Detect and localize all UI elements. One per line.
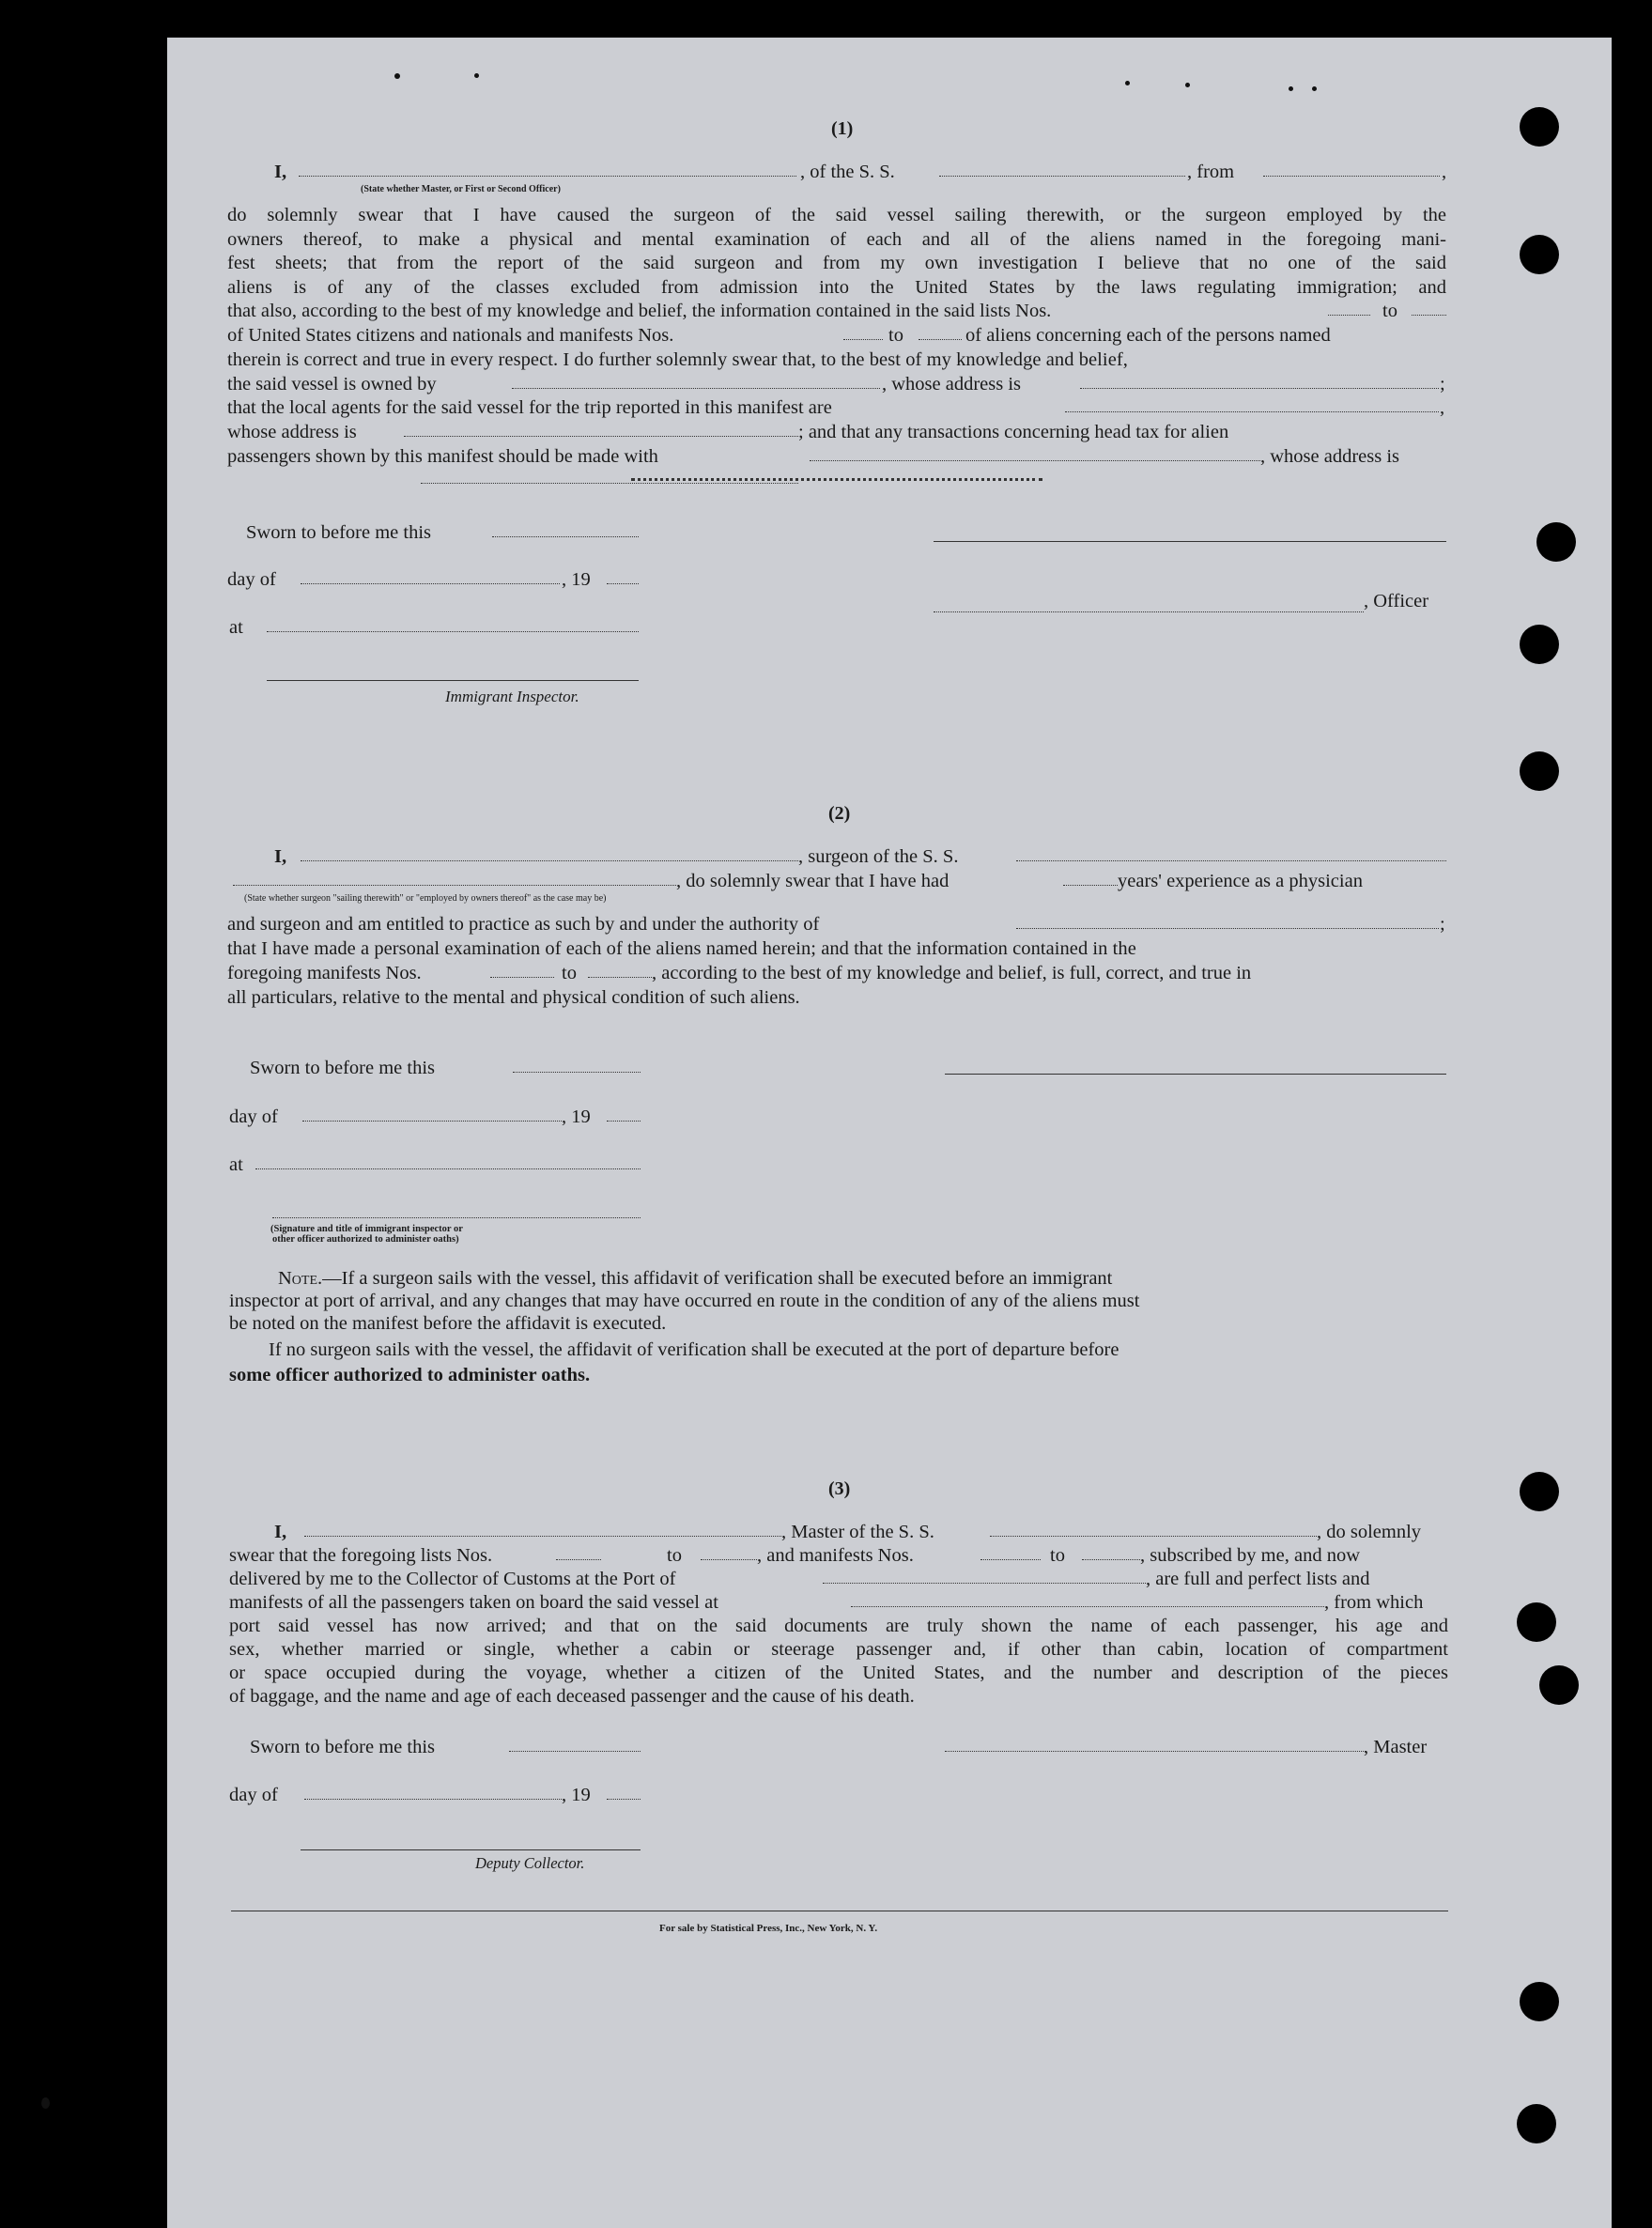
section-1-number: (1) (831, 118, 854, 139)
s2-surgeon-of-ss: , surgeon of the S. S. (798, 846, 959, 867)
ink-speck (1185, 83, 1190, 87)
s3-year-field[interactable] (607, 1799, 641, 1800)
punch-hole (1520, 625, 1559, 664)
s2-day-field[interactable] (302, 1121, 562, 1122)
s1-owner-field[interactable] (512, 388, 880, 389)
s3-i: I, (274, 1522, 287, 1542)
s1-owned-end: ; (1440, 374, 1445, 395)
s2-year: , 19 (562, 1106, 591, 1127)
s2-years-field[interactable] (1063, 885, 1118, 886)
s2-authority-end: ; (1440, 914, 1445, 935)
s3-para-line: sex, whether married or single, whether a cabin or steerage passenger and, if other than cabin, location of compartment (229, 1639, 1448, 1660)
s2-surgeon-signature-line[interactable] (945, 1074, 1446, 1075)
s2-sig-caption-2: other officer authorized to administer oaths) (272, 1234, 459, 1245)
s3-manifests-to-field[interactable] (1082, 1559, 1140, 1560)
s1-owner-address-field[interactable] (1080, 388, 1439, 389)
s1-at-field[interactable] (267, 631, 639, 632)
s2-at: at (229, 1154, 243, 1175)
s1-whose-text: whose address is (227, 422, 357, 442)
s1-citizens-rest: of aliens concerning each of the persons named (965, 325, 1331, 346)
s1-headtax-address-field[interactable] (631, 478, 1042, 481)
s3-lists-from-field[interactable] (556, 1559, 601, 1560)
s2-years-text: years' experience as a physician (1118, 871, 1363, 891)
note-text: —If a surgeon sails with the vessel, this affidavit of verification shall be executed before an immigrant (322, 1268, 1113, 1289)
s3-from-which: , from which (1324, 1592, 1424, 1613)
note-line-1 (278, 1267, 1112, 1291)
s1-manifest-to-field[interactable] (919, 339, 962, 340)
s2-particulars: all particulars, relative to the mental and physical condition of such aliens. (227, 987, 800, 1008)
s1-comma: , (1442, 162, 1447, 182)
s2-at-field[interactable] (255, 1168, 641, 1169)
s1-agents-end: , (1440, 397, 1445, 418)
s2-authority-text: and surgeon and am entitled to practice as such by and under the authority of (227, 914, 820, 935)
s3-port-field[interactable] (823, 1583, 1146, 1584)
ink-speck (474, 73, 479, 78)
s1-year: , 19 (562, 569, 591, 590)
punch-hole (1520, 235, 1559, 274)
s2-year-field[interactable] (607, 1121, 641, 1122)
s1-from-port-field[interactable] (1263, 176, 1440, 177)
s1-at: at (229, 617, 243, 638)
s3-delivered-text: delivered by me to the Collector of Customs at the Port of (229, 1569, 676, 1589)
s1-headtax-text: ; and that any transactions concerning head tax for alien (798, 422, 1229, 442)
s1-owner-address-text: , whose address is (882, 374, 1022, 395)
s2-inspector-signature-field[interactable] (272, 1217, 641, 1218)
s3-master-signature-field[interactable] (945, 1751, 1366, 1752)
note-line-2: inspector at port of arrival, and any changes that may have occurred en route in the condition of any of the aliens must (229, 1291, 1140, 1311)
s2-sig-caption-1: (Signature and title of immigrant inspector or (270, 1224, 463, 1234)
punch-hole (1517, 1602, 1556, 1642)
punch-hole (1536, 522, 1576, 562)
s1-officer: , Officer (1364, 591, 1429, 611)
s3-sworn-date-field[interactable] (509, 1751, 641, 1752)
s3-sworn: Sworn to before me this (250, 1737, 435, 1757)
s1-officer-title-field[interactable] (934, 611, 1364, 612)
s2-examination-text: that I have made a personal examination of each of the aliens named herein; and that the information contained in the (227, 938, 1136, 959)
s3-manifests-from-field[interactable] (980, 1559, 1041, 1560)
s1-agent-address-field[interactable] (404, 436, 798, 437)
footer-imprint: For sale by Statistical Press, Inc., New York, N. Y. (659, 1923, 878, 1934)
s3-master: , Master (1364, 1737, 1428, 1757)
s3-perfect-lists: , are full and perfect lists and (1146, 1569, 1370, 1589)
s2-manifests-rest: , according to the best of my knowledge and belief, is full, correct, and true in (652, 963, 1252, 983)
s3-year: , 19 (562, 1785, 591, 1805)
note-line-3: be noted on the manifest before the affidavit is executed. (229, 1313, 667, 1334)
s1-officer-signature-line[interactable] (934, 541, 1446, 542)
punch-hole (1520, 1472, 1559, 1511)
s2-sworn: Sworn to before me this (250, 1058, 435, 1078)
ink-speck (1125, 81, 1130, 85)
s2-surgeon-name-field[interactable] (301, 860, 798, 861)
s1-passengers-address: , whose address is (1260, 446, 1400, 467)
s1-owned-text: the said vessel is owned by (227, 374, 437, 395)
note-line-4: If no surgeon sails with the vessel, the affidavit of verification shall be executed at the port of departure before (269, 1339, 1119, 1360)
s1-lists-to-field[interactable] (1412, 315, 1446, 316)
s1-para-line: owners thereof, to make a physical and mental examination of each and all of the aliens named in the foregoing mani- (227, 228, 1446, 250)
s1-agents-field[interactable] (1065, 411, 1439, 412)
s3-boarding-port-field[interactable] (851, 1606, 1324, 1607)
punch-hole (1520, 107, 1559, 147)
punch-hole (1520, 751, 1559, 791)
s3-para-line: port said vessel has now arrived; and that on the said documents are truly shown the name of each passenger, his age and (229, 1616, 1448, 1636)
s1-headtax-address-field[interactable] (421, 483, 798, 484)
s3-collector-signature-line[interactable] (301, 1849, 641, 1850)
ink-speck (1312, 86, 1317, 91)
s1-from: , from (1187, 162, 1235, 182)
s2-ship-name-field[interactable] (1016, 860, 1446, 861)
s1-inspector-caption: Immigrant Inspector. (445, 688, 579, 705)
s1-of-ss: , of the S. S. (800, 162, 895, 182)
s1-manifest-from-field[interactable] (843, 339, 883, 340)
s3-lists-to-field[interactable] (701, 1559, 757, 1560)
s3-subscribed: , subscribed by me, and now (1140, 1545, 1360, 1566)
s2-i: I, (274, 846, 287, 867)
s2-manifest-to-field[interactable] (588, 977, 652, 978)
ink-speck (1289, 86, 1293, 91)
s1-day-of: day of (227, 569, 276, 590)
s1-paragraph (227, 204, 1446, 300)
s2-surgeon-type-field[interactable] (233, 885, 676, 886)
ink-speck (41, 2097, 50, 2109)
s1-para-line: aliens is of any of the classes excluded from admission into the United States by the laws regulating immigration; and (227, 276, 1446, 298)
section-3-number: (3) (828, 1478, 851, 1499)
s1-passengers-text: passengers shown by this manifest should be made with (227, 446, 658, 467)
s3-manifests-all-text: manifests of all the passengers taken on board the said vessel at (229, 1592, 718, 1613)
s3-ship-name-field[interactable] (990, 1536, 1317, 1537)
s3-paragraph (229, 1615, 1448, 1685)
s2-sworn-date-field[interactable] (513, 1072, 641, 1073)
s1-para-line: do solemnly swear that I have caused the surgeon of the said vessel sailing therewith, or the surgeon employed by the (227, 205, 1446, 225)
s1-therein: therein is correct and true in every respect. I do further solemnly swear that, to the best of my knowledge and belief, (227, 349, 1128, 370)
s1-lists-text: that also, according to the best of my knowledge and belief, the information contained in the said lists Nos. (227, 301, 1052, 321)
s2-caption: (State whether surgeon "sailing therewith" or "employed by owners thereof" as the case may be) (244, 893, 607, 904)
s3-collector-caption: Deputy Collector. (475, 1854, 585, 1872)
s1-inspector-signature-line[interactable] (267, 680, 639, 681)
s1-agents-text: that the local agents for the said vessel for the trip reported in this manifest are (227, 397, 832, 418)
s2-swear: , do solemnly swear that I have had (676, 871, 950, 891)
s3-para-line: or space occupied during the voyage, whether a citizen of the United States, and the number and description of the pieces (229, 1663, 1448, 1683)
punch-hole (1517, 2104, 1556, 2143)
s3-swear-text: swear that the foregoing lists Nos. (229, 1545, 493, 1566)
note-label: Note. (278, 1268, 323, 1289)
s1-ship-name-field[interactable] (939, 176, 1185, 177)
s3-master-name-field[interactable] (304, 1536, 781, 1537)
punch-hole (1520, 1982, 1559, 2021)
s1-citizens-text: of United States citizens and nationals and manifests Nos. (227, 325, 674, 346)
s3-master-of-ss: , Master of the S. S. (781, 1522, 934, 1542)
s2-authority-field[interactable] (1016, 928, 1439, 929)
s2-manifests-to: to (562, 963, 577, 983)
s3-last-line: of baggage, and the name and age of each deceased passenger and the cause of his death. (229, 1686, 915, 1707)
s1-i: I, (274, 162, 287, 182)
s1-year-field[interactable] (607, 583, 639, 584)
s3-manifests-to: to (1050, 1545, 1065, 1566)
s1-sworn-date-field[interactable] (492, 536, 639, 537)
punch-hole (1539, 1665, 1579, 1705)
s1-lists-from-field[interactable] (1328, 315, 1370, 316)
ink-speck (394, 73, 400, 79)
s1-sworn: Sworn to before me this (246, 522, 431, 543)
s2-day-of: day of (229, 1106, 278, 1127)
s3-lists-to: to (667, 1545, 682, 1566)
s3-manifests-text: , and manifests Nos. (757, 1545, 914, 1566)
s1-lists-to: to (1382, 301, 1397, 321)
s1-officer-name-field[interactable] (299, 176, 796, 177)
s1-para-line: fest sheets; that from the report of the said surgeon and from my own investigation I believe that no one of the said (227, 253, 1446, 274)
s3-day-of: day of (229, 1785, 278, 1805)
s2-manifests-text: foregoing manifests Nos. (227, 963, 422, 983)
section-2-number: (2) (828, 803, 851, 824)
s3-solemnly: , do solemnly (1317, 1522, 1422, 1542)
s1-caption: (State whether Master, or First or Second Officer) (361, 184, 561, 194)
note-line-5: some officer authorized to administer oaths. (229, 1365, 591, 1385)
s2-manifest-from-field[interactable] (490, 977, 554, 978)
s1-citizens-to: to (888, 325, 903, 346)
s1-day-field[interactable] (301, 583, 560, 584)
s1-headtax-party-field[interactable] (810, 460, 1260, 461)
s3-day-field[interactable] (304, 1799, 562, 1800)
